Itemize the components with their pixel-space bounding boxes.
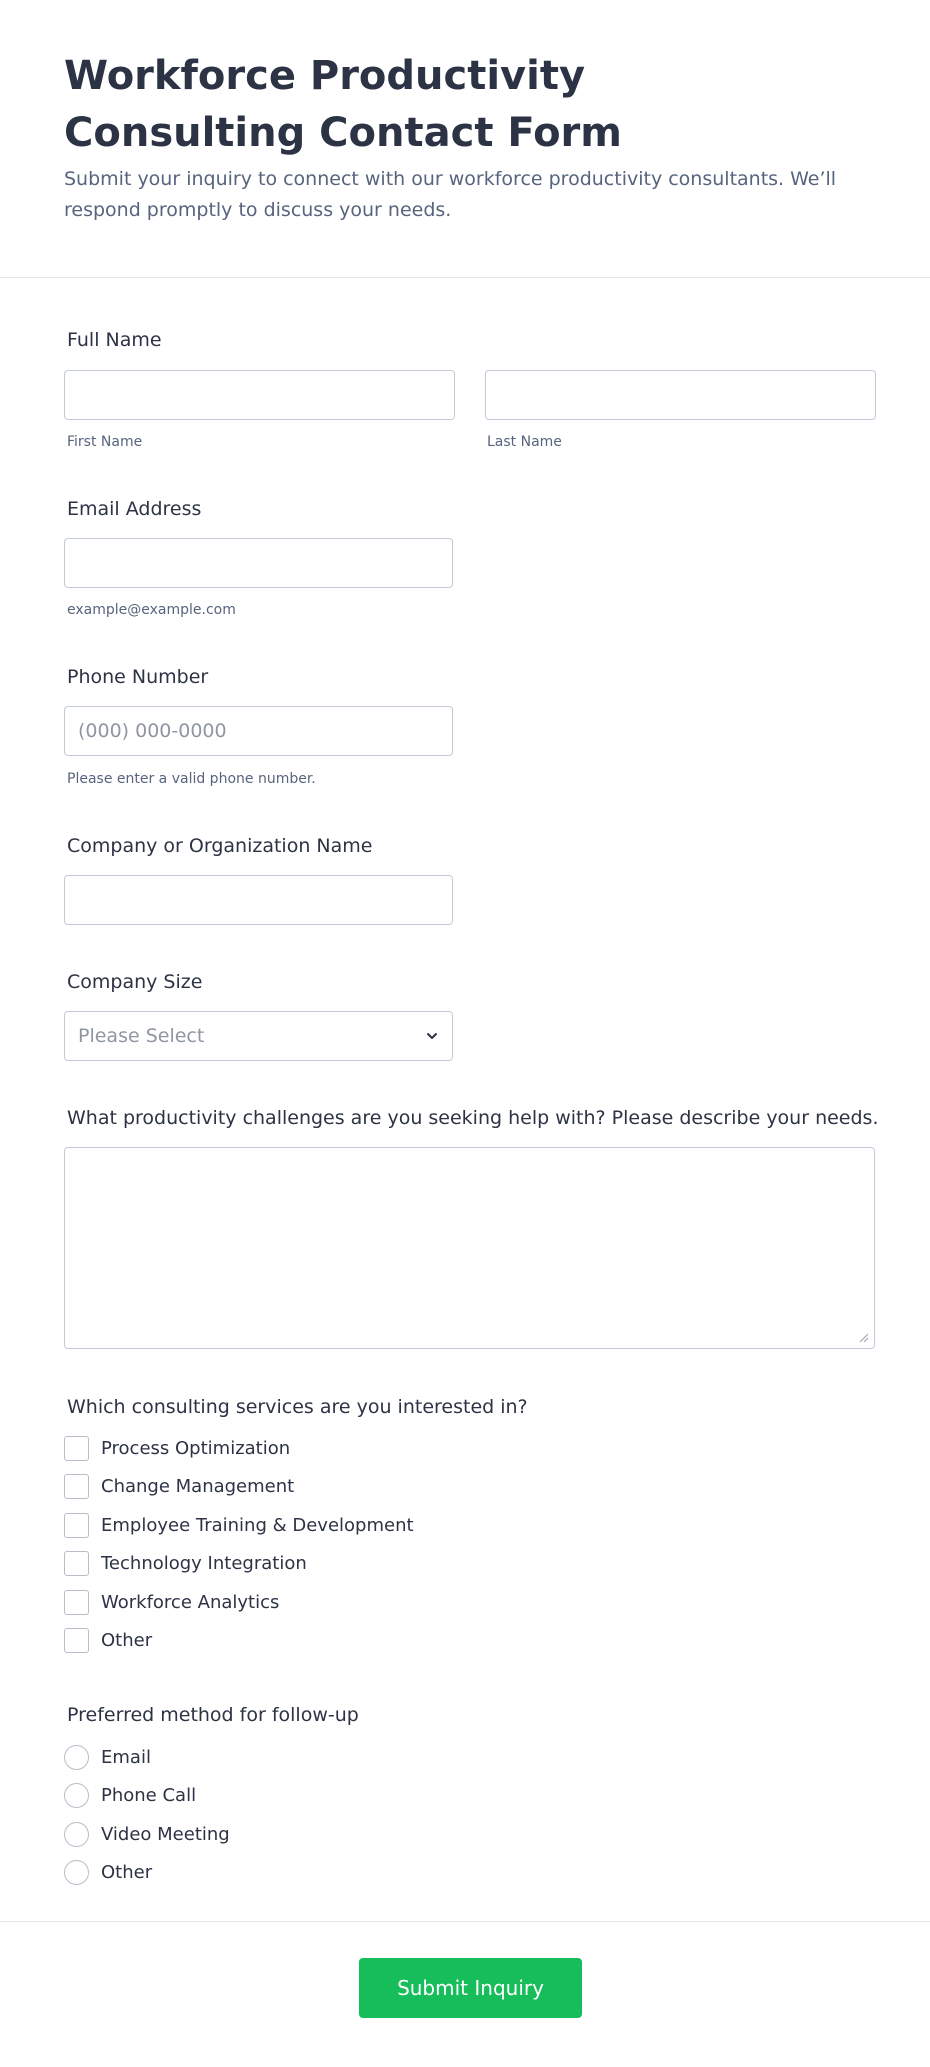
first-name-sublabel: First Name	[67, 434, 143, 450]
checkbox-label[interactable]: Process Optimization	[101, 1438, 291, 1459]
email-label: Email Address	[67, 498, 202, 520]
radio-label[interactable]: Other	[101, 1862, 153, 1883]
radio[interactable]	[64, 1783, 89, 1808]
form-title: Workforce Productivity Consulting Contact Form	[64, 53, 622, 156]
form-header	[0, 0, 930, 278]
footer-divider	[0, 1921, 930, 1922]
checkbox[interactable]	[64, 1474, 89, 1499]
challenges-label: What productivity challenges are you seeking help with? Please describe your needs.	[67, 1107, 879, 1129]
company-input[interactable]	[64, 875, 453, 925]
checkbox-label[interactable]: Other	[101, 1630, 153, 1651]
resize-grip-icon[interactable]	[857, 1331, 869, 1343]
company-size-selected: Please Select	[78, 1025, 205, 1047]
checkbox-label[interactable]: Technology Integration	[101, 1553, 307, 1574]
challenges-textarea[interactable]	[64, 1147, 875, 1349]
checkbox[interactable]	[64, 1590, 89, 1615]
checkbox[interactable]	[64, 1436, 89, 1461]
services-label: Which consulting services are you interested in?	[67, 1396, 528, 1418]
company-label: Company or Organization Name	[67, 835, 373, 857]
checkbox[interactable]	[64, 1628, 89, 1653]
chevron-down-icon	[422, 1026, 442, 1046]
form-subtitle: Submit your inquiry to connect with our workforce productivity consultants. We’ll respond promptly to discuss your needs.	[64, 168, 837, 221]
followup-label: Preferred method for follow-up	[67, 1704, 359, 1726]
email-sublabel: example@example.com	[67, 602, 236, 618]
submit-inquiry-button[interactable]: Submit Inquiry	[359, 1958, 582, 2018]
checkbox[interactable]	[64, 1551, 89, 1576]
email-input[interactable]	[64, 538, 453, 588]
radio[interactable]	[64, 1860, 89, 1885]
phone-sublabel: Please enter a valid phone number.	[67, 771, 316, 787]
radio[interactable]	[64, 1822, 89, 1847]
last-name-sublabel: Last Name	[487, 434, 562, 450]
checkbox-label[interactable]: Change Management	[101, 1476, 295, 1497]
company-size-label: Company Size	[67, 971, 203, 993]
company-size-select[interactable]	[64, 1011, 453, 1061]
radio-label[interactable]: Phone Call	[101, 1785, 197, 1806]
checkbox-label[interactable]: Workforce Analytics	[101, 1592, 280, 1613]
last-name-input[interactable]	[485, 370, 876, 420]
full-name-label: Full Name	[67, 329, 162, 351]
checkbox[interactable]	[64, 1513, 89, 1538]
checkbox-label[interactable]: Employee Training & Development	[101, 1515, 414, 1536]
radio-label[interactable]: Email	[101, 1747, 151, 1768]
phone-input[interactable]	[64, 706, 453, 756]
radio-label[interactable]: Video Meeting	[101, 1824, 230, 1845]
radio[interactable]	[64, 1745, 89, 1770]
phone-label: Phone Number	[67, 666, 209, 688]
first-name-input[interactable]	[64, 370, 455, 420]
